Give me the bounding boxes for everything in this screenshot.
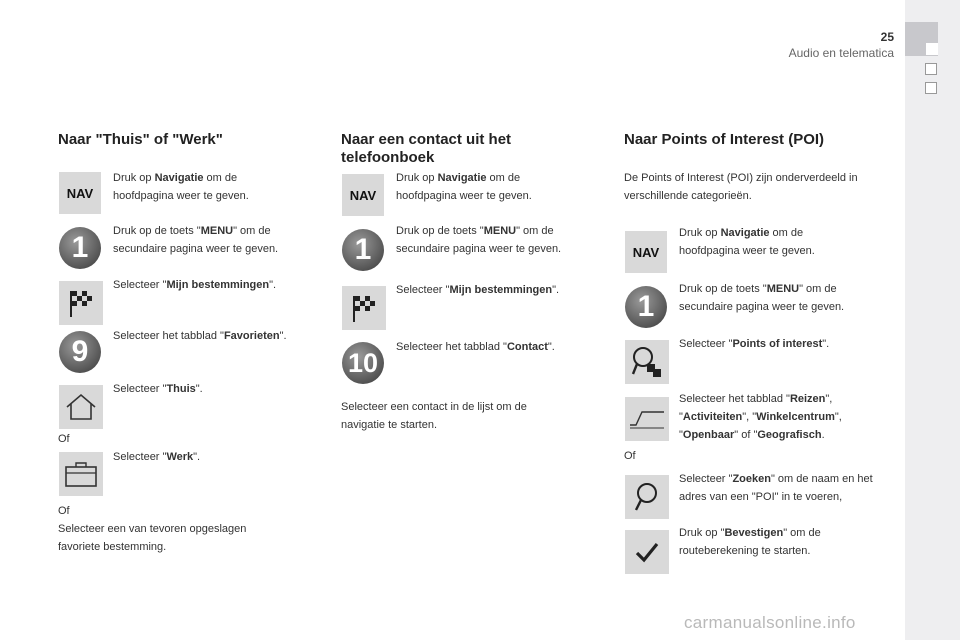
step-text: Druk op de toets "MENU" om de secundaire pagina weer te geven.	[396, 225, 562, 255]
step-text: Druk op Navigatie om de hoofdpagina weer te geven.	[396, 172, 532, 202]
step-text: Druk op de toets "MENU" om de secundaire pagina weer te geven.	[679, 283, 845, 313]
poi-search-icon	[625, 340, 669, 384]
step-text: Selecteer het tabblad "Favorieten".	[113, 330, 287, 342]
chapter-marker	[925, 82, 937, 94]
home-icon	[59, 385, 103, 429]
intro-text: De Points of Interest (POI) zijn onderverdeeld in verschillende categorieën.	[624, 172, 858, 202]
step-text: Selecteer "Points of interest".	[679, 338, 830, 350]
checkered-flag-icon	[342, 286, 386, 330]
step-text: Druk op Navigatie om de hoofdpagina weer te geven.	[113, 172, 249, 202]
nav-button-icon: NAV	[342, 174, 384, 216]
step-text: Selecteer "Zoeken" om de naam en het adres van een "POI" in te voeren,	[679, 473, 873, 503]
or-label: Of	[58, 505, 70, 517]
section-title-poi: Naar Points of Interest (POI)	[624, 131, 825, 148]
step-number-badge: 10	[342, 342, 384, 384]
watermark: carmanualsonline.info	[684, 613, 856, 632]
section-title-contact: Naar een contact uit het telefoonboek	[341, 131, 512, 166]
side-tab-bar	[905, 0, 960, 640]
step-text: Druk op "Bevestigen" om de routeberekening te starten.	[679, 527, 821, 557]
search-icon	[625, 475, 669, 519]
step-text: Druk op de toets "MENU" om de secundaire pagina weer te geven.	[113, 225, 279, 255]
or-label: Of	[624, 450, 636, 462]
nav-button-icon: NAV	[625, 231, 667, 273]
step-text: Selecteer het tabblad "Reizen", "Activiteiten", "Winkelcentrum", "Openbaar" of "Geografisch.	[679, 393, 842, 441]
chapter-marker	[925, 63, 937, 75]
step-number-badge: 1	[59, 227, 101, 269]
briefcase-icon	[59, 452, 103, 496]
checkered-flag-icon	[59, 281, 103, 325]
chapter-marker-active	[926, 43, 938, 55]
step-text: Druk op Navigatie om de hoofdpagina weer te geven.	[679, 227, 815, 257]
chapter-title: Audio en telematica	[788, 46, 894, 60]
step-text: Selecteer een contact in de lijst om de navigatie te starten.	[341, 401, 527, 431]
step-text: Selecteer een van tevoren opgeslagen favoriete bestemming.	[58, 523, 247, 553]
checkmark-icon	[625, 530, 669, 574]
step-number-badge: 1	[342, 229, 384, 271]
section-title-home-work: Naar "Thuis" of "Werk"	[58, 131, 223, 148]
page-number: 25	[880, 30, 894, 44]
tab-icon	[625, 397, 669, 441]
step-number-badge: 1	[625, 286, 667, 328]
step-text: Selecteer "Mijn bestemmingen".	[396, 284, 560, 296]
or-label: Of	[58, 433, 70, 445]
step-text: Selecteer "Thuis".	[113, 383, 203, 395]
step-text: Selecteer "Mijn bestemmingen".	[113, 279, 277, 291]
step-text: Selecteer het tabblad "Contact".	[396, 341, 555, 353]
step-number-badge: 9	[59, 331, 101, 373]
nav-button-icon: NAV	[59, 172, 101, 214]
step-text: Selecteer "Werk".	[113, 451, 201, 463]
